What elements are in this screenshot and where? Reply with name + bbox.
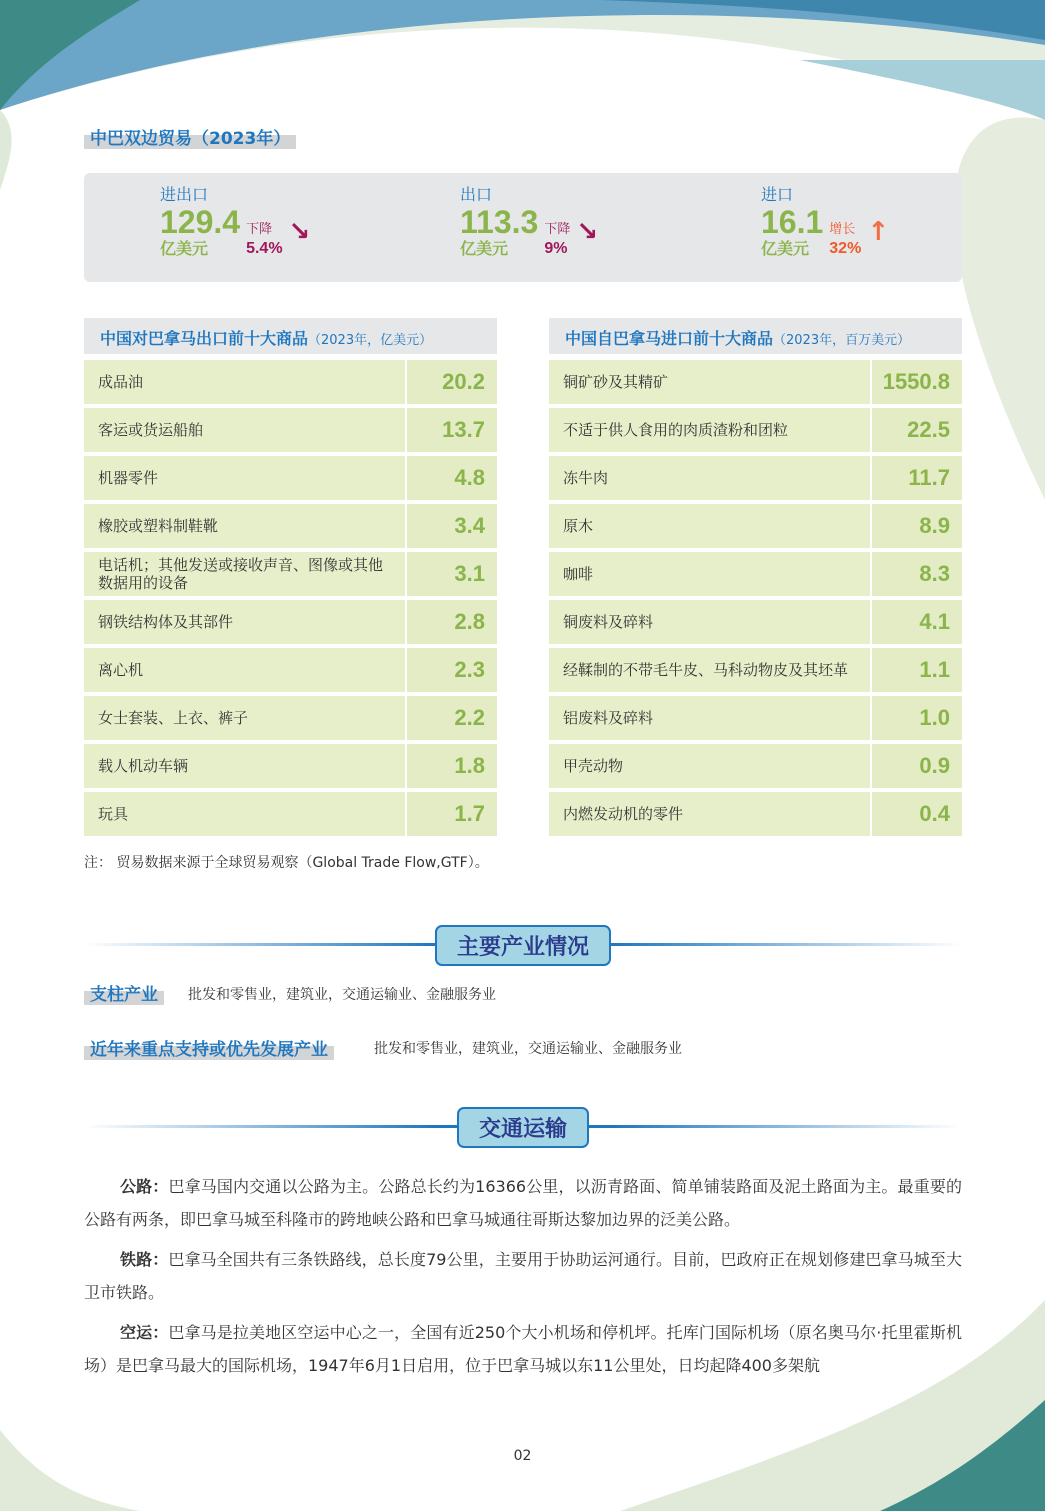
- table-row: [549, 744, 962, 788]
- section-industry: [84, 925, 962, 965]
- paragraph-air: [84, 1316, 962, 1382]
- product-name: 电话机；其他发送或接收声音、图像或其他数据用的设备: [84, 552, 405, 596]
- table-row: [549, 504, 962, 548]
- stat-value: 113.3: [460, 204, 539, 240]
- product-value: 2.8: [407, 600, 497, 644]
- product-value: 8.3: [872, 552, 962, 596]
- product-name: 客运或货运船舶: [84, 408, 405, 452]
- product-value: 3.4: [407, 504, 497, 548]
- table-subtitle: （2023年，亿美元）: [308, 333, 433, 348]
- product-name: 内燃发动机的零件: [549, 792, 870, 836]
- stat-value: 129.4: [160, 204, 241, 240]
- product-name: 甲壳动物: [549, 744, 870, 788]
- table-row: [84, 408, 497, 452]
- table-title: 中国对巴拿马出口前十大商品: [100, 329, 309, 348]
- table-title: 中国自巴拿马进口前十大商品: [565, 329, 774, 348]
- product-value: 1.0: [872, 696, 962, 740]
- transport-paragraphs: [84, 1170, 962, 1382]
- para-label: 空运：: [120, 1323, 169, 1342]
- table-row: [84, 456, 497, 500]
- table-row: [84, 744, 497, 788]
- stat-export: [460, 185, 598, 259]
- table-row: [84, 600, 497, 644]
- table-row: [549, 408, 962, 452]
- product-value: 4.1: [872, 600, 962, 644]
- table-row: [84, 360, 497, 404]
- product-value: 1.8: [407, 744, 497, 788]
- arrow-up-icon: ↑: [867, 217, 890, 247]
- para-label: 公路：: [120, 1177, 169, 1196]
- trade-title: 中巴双边贸易（2023年）: [84, 124, 296, 149]
- product-value: 4.8: [407, 456, 497, 500]
- paragraph-road: [84, 1170, 962, 1236]
- product-name: 铜矿砂及其精矿: [549, 360, 870, 404]
- product-value: 1550.8: [872, 360, 962, 404]
- table-row: [549, 456, 962, 500]
- pillar-text: 批发和零售业，建筑业，交通运输业、金融服务业: [188, 987, 496, 1003]
- section-transport: [84, 1107, 962, 1147]
- para-text: 巴拿马国内交通以公路为主。公路总长约为16366公里，以沥青路面、简单铺装路面及泥土路面为主。最重要的公路有两条，即巴拿马城至科隆市的跨地峡公路和巴拿马城通往哥斯达黎加边界的泛美公路。: [84, 1177, 962, 1229]
- para-text: 巴拿马是拉美地区空运中心之一，全国有近250个大小机场和停机坪。托库门国际机场（原名奥马尔·托里霍斯机场）是巴拿马最大的国际机场，1947年6月1日启用，位于巴拿马城以东11公里处，日均起降400多架航: [84, 1323, 962, 1375]
- product-value: 2.3: [407, 648, 497, 692]
- product-name: 经鞣制的不带毛牛皮、马科动物皮及其坯革: [549, 648, 870, 692]
- stat-total: [160, 185, 310, 259]
- product-value: 2.2: [407, 696, 497, 740]
- priority-text: 批发和零售业，建筑业，交通运输业、金融服务业: [374, 1041, 682, 1057]
- section-title: 交通运输: [457, 1107, 589, 1148]
- stat-unit: 亿美元: [460, 239, 509, 258]
- section-title: 主要产业情况: [435, 925, 611, 966]
- para-label: 铁路：: [120, 1250, 169, 1269]
- stat-change-label: 下降: [246, 222, 273, 237]
- para-text: 巴拿马全国共有三条铁路线，总长度79公里，主要用于协助运河通行。目前，巴政府正在规划修建巴拿马城至大卫市铁路。: [84, 1250, 962, 1302]
- product-name: 不适于供人食用的肉质渣粉和团粒: [549, 408, 870, 452]
- product-name: 冻牛肉: [549, 456, 870, 500]
- stat-change: 32%: [829, 240, 862, 257]
- product-value: 1.7: [407, 792, 497, 836]
- table-subtitle: （2023年，百万美元）: [773, 333, 911, 348]
- table-row: [84, 792, 497, 836]
- stat-label: 进口: [761, 185, 794, 204]
- product-name: 原木: [549, 504, 870, 548]
- import-table: [549, 318, 962, 840]
- stat-unit: 亿美元: [160, 239, 209, 258]
- export-table: [84, 318, 497, 840]
- table-row: [549, 360, 962, 404]
- stat-change: 9%: [544, 240, 568, 257]
- stat-change-label: 增长: [829, 222, 856, 237]
- product-value: 20.2: [407, 360, 497, 404]
- stat-import: [761, 185, 889, 259]
- arrow-down-icon: ↘: [576, 217, 599, 247]
- product-value: 8.9: [872, 504, 962, 548]
- arrow-down-icon: ↘: [288, 217, 311, 247]
- page-number: 02: [513, 1448, 532, 1464]
- product-value: 0.4: [872, 792, 962, 836]
- table-row: [84, 552, 497, 596]
- product-value: 1.1: [872, 648, 962, 692]
- table-row: [84, 504, 497, 548]
- table-row: [84, 696, 497, 740]
- product-name: 咖啡: [549, 552, 870, 596]
- product-value: 0.9: [872, 744, 962, 788]
- product-name: 橡胶或塑料制鞋靴: [84, 504, 405, 548]
- table-header: [84, 318, 497, 354]
- product-value: 11.7: [872, 456, 962, 500]
- stat-unit: 亿美元: [761, 239, 810, 258]
- table-row: [84, 648, 497, 692]
- product-name: 铜废料及碎料: [549, 600, 870, 644]
- product-name: 机器零件: [84, 456, 405, 500]
- stat-label: 进出口: [160, 185, 209, 204]
- paragraph-rail: [84, 1243, 962, 1309]
- product-value: 3.1: [407, 552, 497, 596]
- product-name: 女士套装、上衣、裤子: [84, 696, 405, 740]
- table-row: [549, 600, 962, 644]
- table-row: [549, 552, 962, 596]
- table-header: [549, 318, 962, 354]
- trade-stats-panel: [84, 173, 962, 282]
- stat-value: 16.1: [761, 204, 824, 240]
- table-row: [549, 792, 962, 836]
- product-name: 成品油: [84, 360, 405, 404]
- product-value: 22.5: [872, 408, 962, 452]
- product-name: 玩具: [84, 792, 405, 836]
- source-note: 注： 贸易数据来源于全球贸易观察（Global Trade Flow,GTF）。: [84, 855, 489, 871]
- stat-change-label: 下降: [544, 222, 571, 237]
- product-name: 载人机动车辆: [84, 744, 405, 788]
- product-value: 13.7: [407, 408, 497, 452]
- table-row: [549, 696, 962, 740]
- stat-change: 5.4%: [246, 240, 283, 257]
- pillar-label: 支柱产业: [84, 980, 164, 1005]
- product-name: 铝废料及碎料: [549, 696, 870, 740]
- product-name: 钢铁结构体及其部件: [84, 600, 405, 644]
- priority-label: 近年来重点支持或优先发展产业: [84, 1035, 334, 1060]
- product-name: 离心机: [84, 648, 405, 692]
- table-row: [549, 648, 962, 692]
- stat-label: 出口: [460, 185, 493, 204]
